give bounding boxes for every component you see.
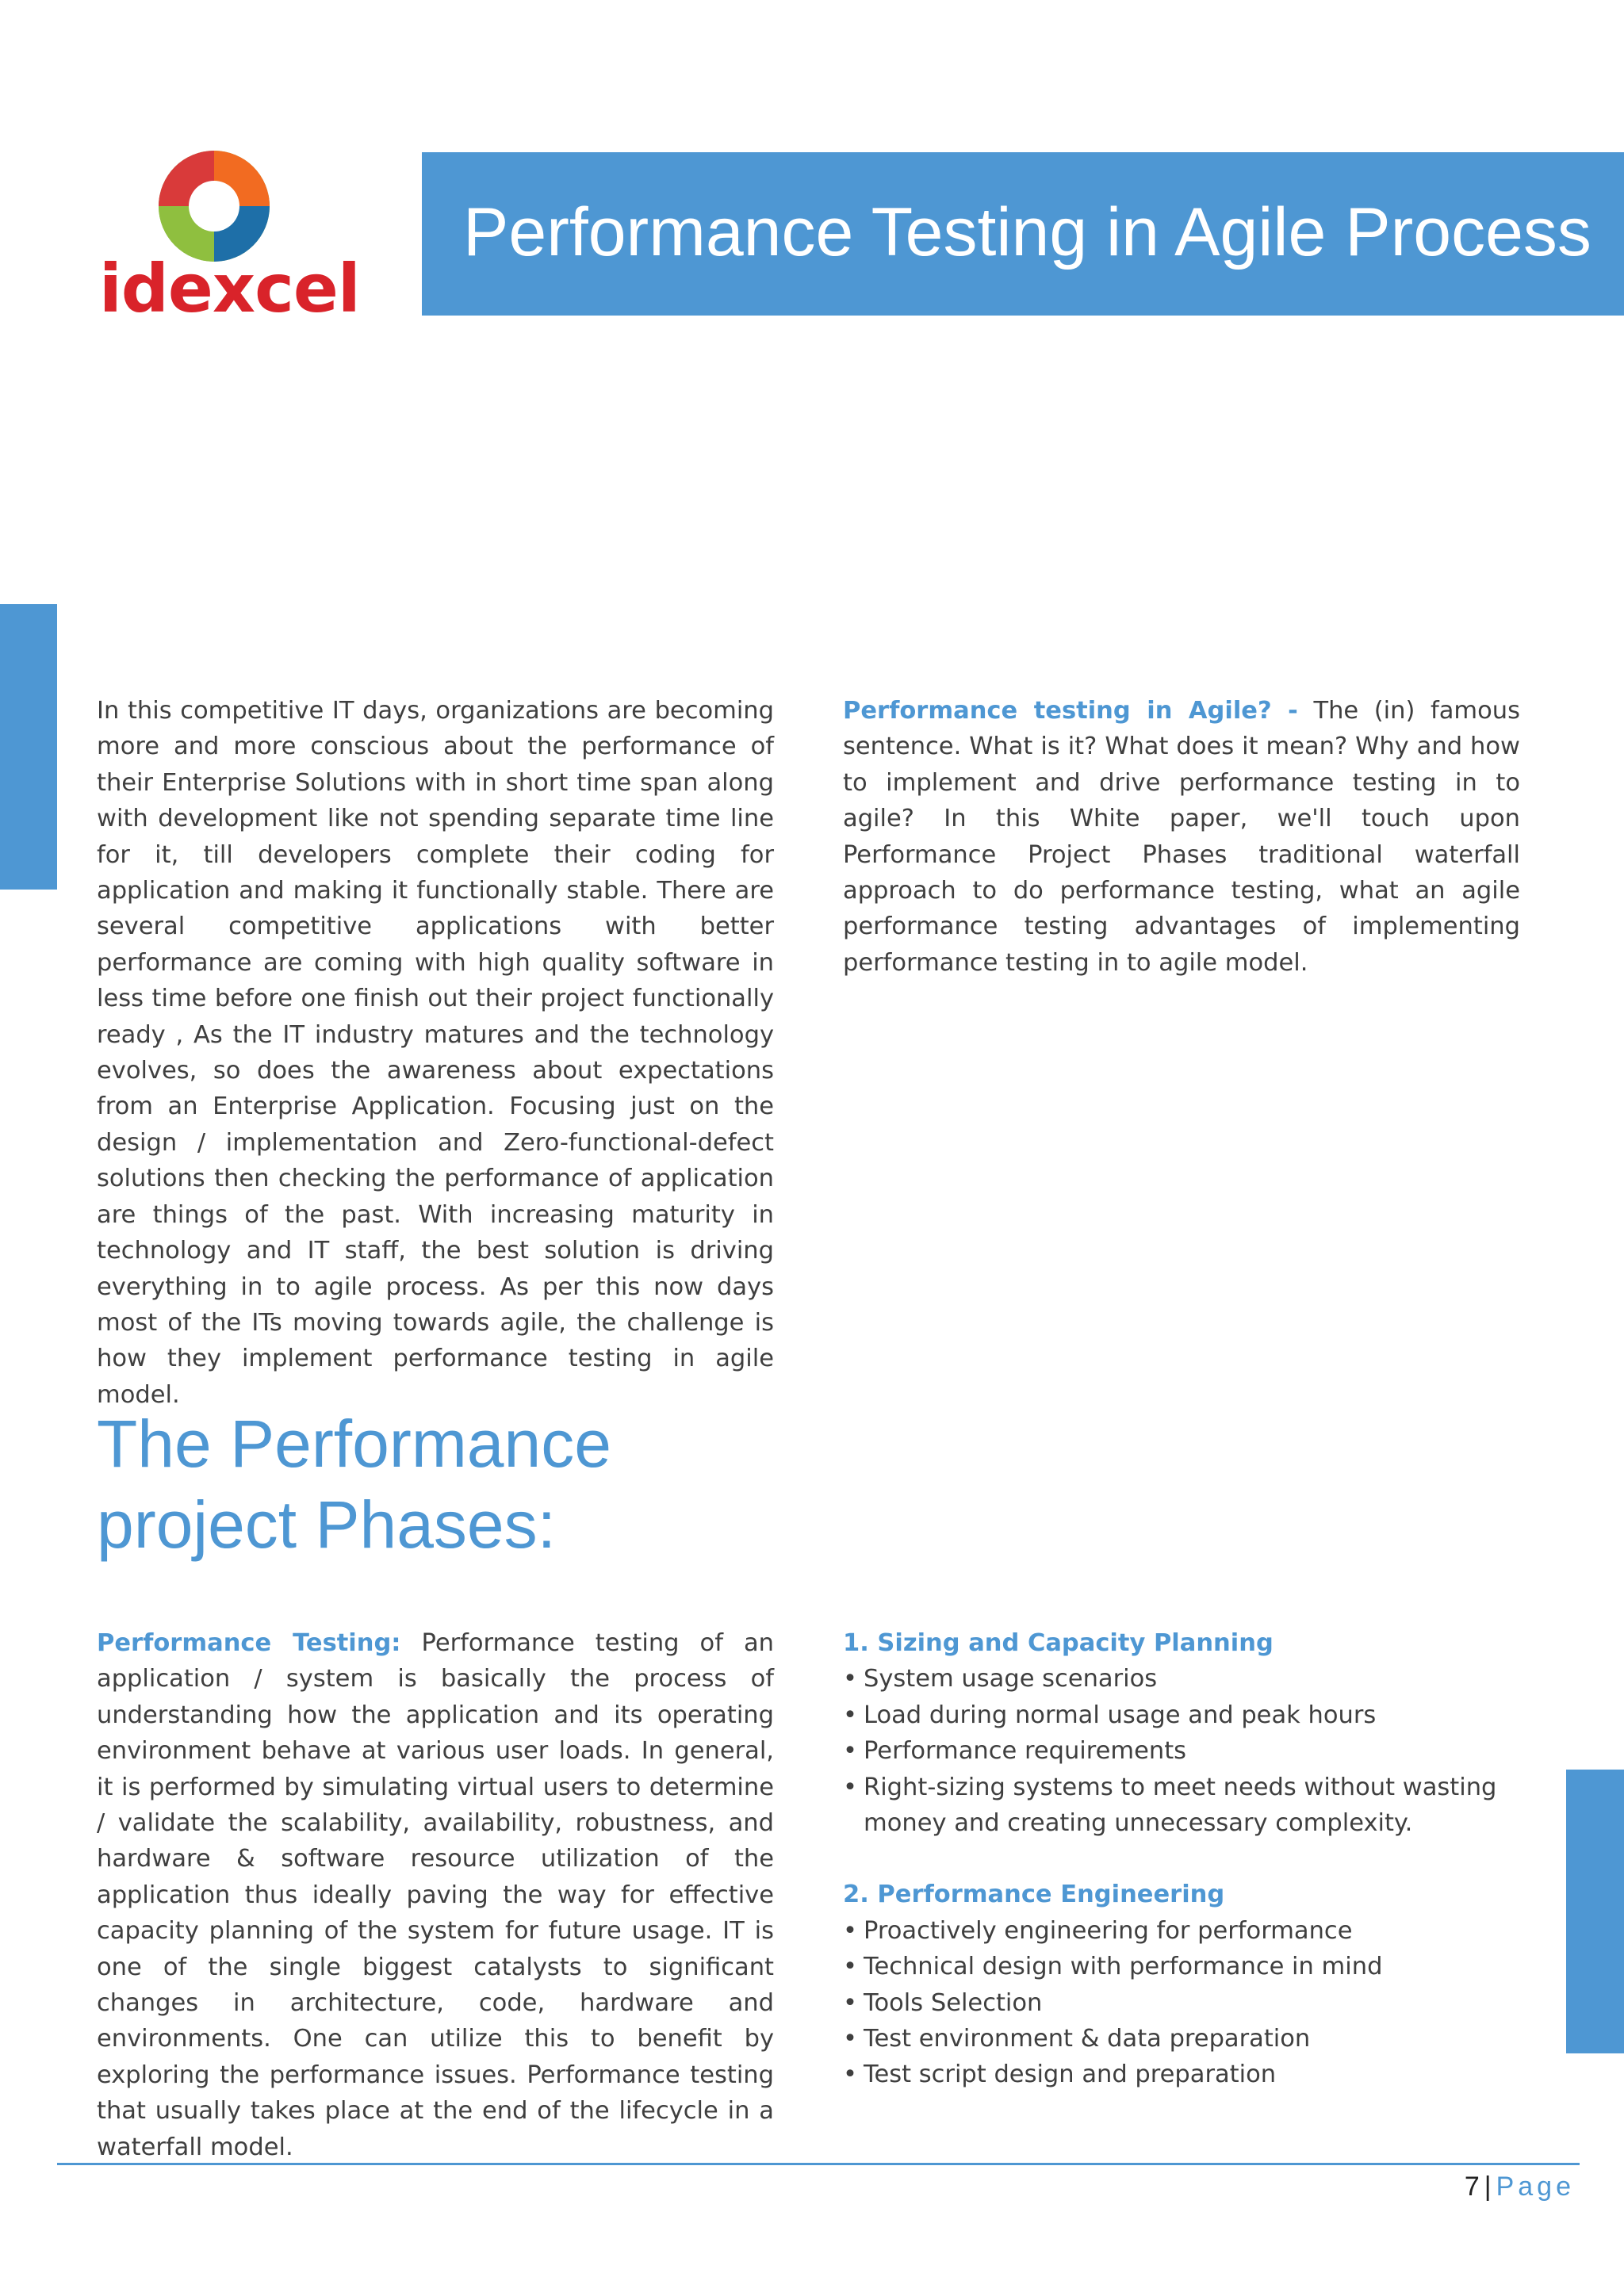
right-accent-bar	[1566, 1770, 1624, 2053]
phase-items	[843, 1661, 1520, 1841]
agile-paragraph	[843, 693, 1520, 981]
list-item: • Right-sizing systems to meet needs without wasting money and creating unnecessary complexity.	[843, 1770, 1520, 1842]
agile-text: The (in) famous sentence. What is it? What does it mean? Why and how to implement and drive performance testing in to agile? In this White paper, we'll touch upon Performance Project Phases traditional waterfall approach to do performance testing, what an agile performance testing advantages of implementing performance testing in to agile model.	[843, 697, 1520, 977]
phase-title: 2. Performance Engineering	[843, 1881, 1225, 1909]
phases-heading-line1: The Performance	[97, 1406, 611, 1481]
phase-title: 1. Sizing and Capacity Planning	[843, 1629, 1274, 1657]
idexcel-logo-mark-icon	[155, 147, 274, 266]
list-item: • Test script design and preparation	[843, 2057, 1520, 2092]
list-item: • Technical design with performance in mind	[843, 1949, 1520, 1984]
list-item: • Performance requirements	[843, 1733, 1520, 1769]
performance-testing-text: Performance testing of an application / system is basically the process of understanding how the application and its operating environment behave at various user loads. In general, it is performed by simulating virtual users to determine / validate the scalability, availability, robustness, and hardware & software resource utilization of the application thus ideally paving the way for effective capacity planning of the system for future usage. IT is one of the single biggest catalysts to significant changes in architecture, code, hardware and environments. One can utilize this to benefit by exploring the performance issues. Performance testing that usually takes place at the end of the lifecycle in a waterfall model.	[97, 1629, 774, 2161]
agile-lead: Performance testing in Agile? -	[843, 697, 1298, 725]
phases-heading-line2: project Phases:	[97, 1487, 556, 1562]
list-item: • Test environment & data preparation	[843, 2021, 1520, 2057]
page-footer	[1465, 2171, 1575, 2202]
phase-items	[843, 1913, 1520, 2093]
idexcel-logo	[99, 147, 360, 329]
page-number: 7	[1464, 2172, 1480, 2202]
title-banner	[422, 152, 1624, 316]
phases-list	[843, 1625, 1520, 2093]
page-label: Page	[1496, 2172, 1575, 2202]
list-item: • System usage scenarios	[843, 1661, 1520, 1697]
left-accent-bar	[0, 604, 57, 890]
list-item: • Load during normal usage and peak hours	[843, 1697, 1520, 1733]
phases-heading	[97, 1403, 810, 1565]
list-item: • Proactively engineering for performance	[843, 1913, 1520, 1949]
page-separator: |	[1484, 2172, 1492, 2202]
list-item: • Tools Selection	[843, 1985, 1520, 2021]
page-title: Performance Testing in Agile Process	[463, 194, 1591, 270]
performance-testing-paragraph	[97, 1625, 774, 2165]
intro-paragraph: In this competitive IT days, organizations are becoming more and more conscious about the performance of their Enterprise Solutions with in short time span along with development like not spending separate time line for it, till developers complete their coding for application and making it functionally stable. There are several competitive applications with better performance are coming with high quality software in less time before one finish out their project functionally ready , As the IT industry matures and the technology evolves, so does the awareness about expectations from an Enterprise Application. Focusing just on the design / implementation and Zero-functional-defect solutions then checking the performance of application are things of the past. With increasing maturity in technology and IT staff, the best solution is driving everything in to agile process. As per this now days most of the ITs moving towards agile, the challenge is how they implement performance testing in agile model.	[97, 697, 774, 1409]
logo-wordmark: idexcel	[99, 250, 360, 327]
performance-testing-lead: Performance Testing:	[97, 1629, 401, 1657]
footer-divider	[57, 2163, 1580, 2165]
